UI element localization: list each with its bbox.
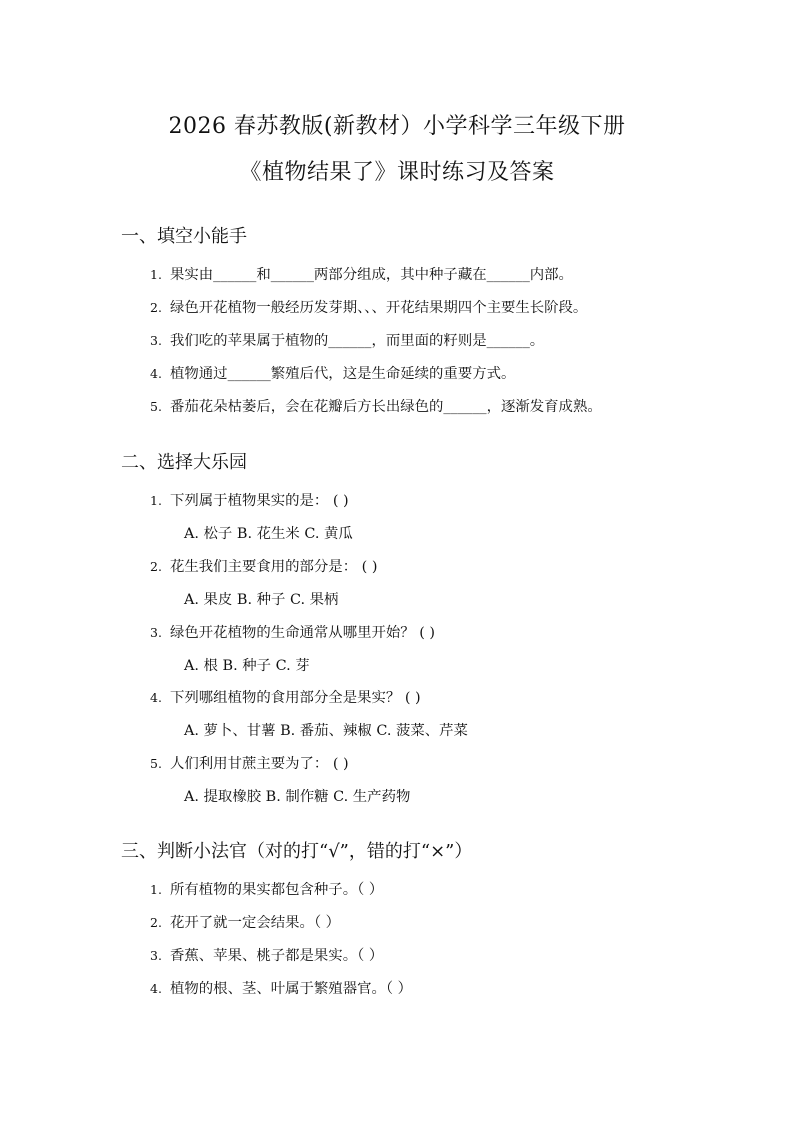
judge-question [150,913,340,933]
choice-options: A. 松子 B. 花生米 C. 黄瓜 [184,526,353,542]
section-heading-choice: 二、选择大乐园 [121,452,247,473]
choice-options: A. 根 B. 种子 C. 芽 [184,658,310,674]
question-text: 花生我们主要食用的部分是： ( ) [170,559,378,575]
question-number: 1. [150,493,162,508]
question-text: 下列哪组植物的食用部分全是果实？ ( ) [170,690,421,706]
question-text: 香蕉、苹果、桃子都是果实。（ ） [170,948,384,964]
question-number: 1. [150,882,162,897]
question-text: 植物通过______繁殖后代，这是生命延续的重要方式。 [170,366,516,382]
question-number: 4. [150,366,162,381]
choice-options: A. 萝卜、甘薯 B. 番茄、辣椒 C. 菠菜、芹菜 [184,723,468,739]
fill-question [150,331,544,351]
section-heading-fill: 一、填空小能手 [121,226,247,247]
question-text: 绿色开花植物的生命通常从哪里开始？ ( ) [170,625,436,641]
question-text: 番茄花朵枯萎后，会在花瓣后方长出绿色的______，逐渐发育成熟。 [170,399,602,415]
fill-question [150,265,573,285]
question-text: 所有植物的果实都包含种子。（ ） [170,882,384,898]
choice-question [150,491,349,511]
document-title: 2026 春苏教版(新教材）小学科学三年级下册 [168,114,626,139]
judge-question [150,946,383,966]
question-number: 2. [150,559,162,574]
choice-question [150,623,435,643]
question-number: 2. [150,300,162,315]
choice-question [150,557,377,577]
question-text: 植物的根、茎、叶属于繁殖器官。（ ） [170,981,413,997]
question-text: 下列属于植物果实的是： ( ) [170,493,349,509]
question-number: 5. [150,756,162,771]
question-number: 1. [150,267,162,282]
question-text: 人们利用甘蔗主要为了： ( ) [170,756,349,772]
fill-question [150,298,587,318]
judge-question [150,979,412,999]
fill-question [150,364,515,384]
section-heading-judge: 三、判断小法官（对的打“√”，错的打“×”） [121,841,473,862]
question-number: 2. [150,915,162,930]
choice-options: A. 提取橡胶 B. 制作糖 C. 生产药物 [184,789,411,805]
question-number: 3. [150,948,162,963]
choice-question [150,688,421,708]
question-number: 3. [150,625,162,640]
document-subtitle: 《植物结果了》课时练习及答案 [239,160,555,185]
question-number: 4. [150,690,162,705]
question-number: 4. [150,981,162,996]
question-text: 绿色开花植物一般经历发芽期、、、开花结果期四个主要生长阶段。 [170,300,588,316]
question-number: 3. [150,333,162,348]
question-number: 5. [150,399,162,414]
choice-options: A. 果皮 B. 种子 C. 果柄 [184,592,339,608]
question-text: 我们吃的苹果属于植物的______，而里面的籽则是______。 [170,333,545,349]
fill-question [150,397,602,417]
question-text: 果实由______和______两部分组成，其中种子藏在______内部。 [170,267,573,283]
judge-question [150,880,383,900]
question-text: 花开了就一定会结果。（ ） [170,915,341,931]
choice-question [150,754,349,774]
